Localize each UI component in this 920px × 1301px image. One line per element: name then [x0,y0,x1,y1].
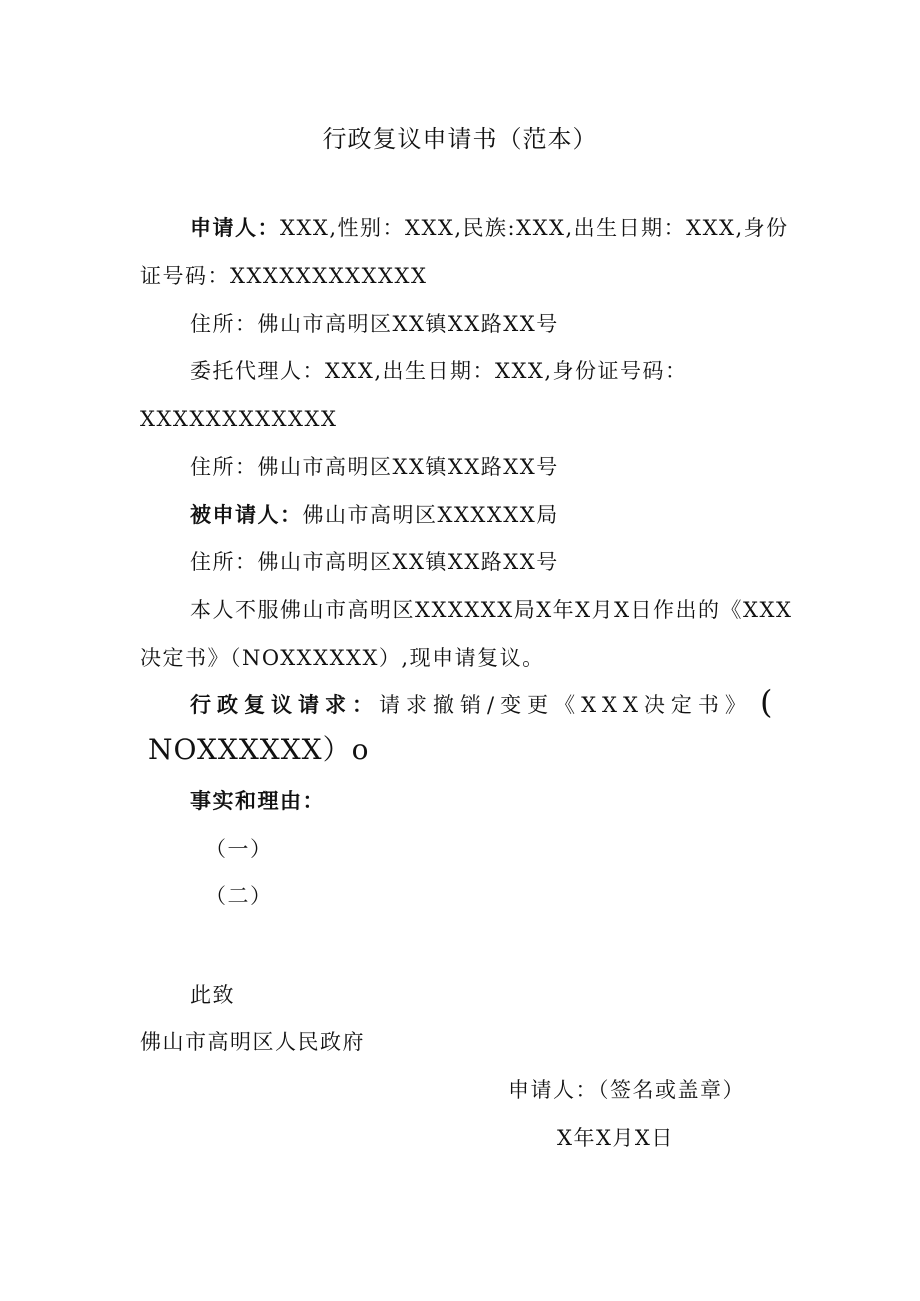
request-line-1 [190,690,752,720]
request-label: 行政复议请求： [190,692,379,717]
respondent-name: 佛山市高明区XXXXXX局 [302,503,559,527]
respondent-line [190,500,559,530]
agent-line-1: 委托代理人：XXX,出生日期：XXX,身份证号码： [190,359,688,383]
facts-item-1: （一） [205,837,273,861]
agent-line-2: XXXXXXXXXXXX [140,407,338,431]
statement-line-2: 决定书》（NOXXXXXX）,现申请复议。 [140,646,545,670]
applicant-address: 住所：佛山市高明区XX镇XX路XX号 [190,312,559,336]
request-text: 请求撤销/变更《XXX决定书》 [379,693,752,717]
applicant-line-1 [190,213,789,243]
applicant-line-2: 证号码：XXXXXXXXXXXX [140,264,428,288]
statement-line-1: 本人不服佛山市高明区XXXXXX局X年X月X日作出的《XXX [190,598,793,622]
document-title: 行政复议申请书（范本） [322,125,598,153]
signature-line: 申请人：（签名或盖章） [508,1078,745,1102]
facts-item-2: （二） [205,884,273,908]
agent-address: 住所：佛山市高明区XX镇XX路XX号 [190,455,559,479]
applicant-info: XXX,性别：XXX,民族:XXX,出生日期：XXX,身份 [280,216,789,240]
request-paren-open: ( [760,683,774,721]
salutation: 此致 [190,983,235,1007]
facts-label: 事实和理由： [190,788,325,813]
date-line: X年X月X日 [557,1126,674,1150]
request-line-2: NOXXXXXX）o [148,733,370,766]
recipient: 佛山市高明区人民政府 [140,1030,365,1054]
respondent-label: 被申请人： [190,502,303,527]
respondent-address: 住所：佛山市高明区XX镇XX路XX号 [190,550,559,574]
applicant-label: 申请人： [190,215,280,240]
